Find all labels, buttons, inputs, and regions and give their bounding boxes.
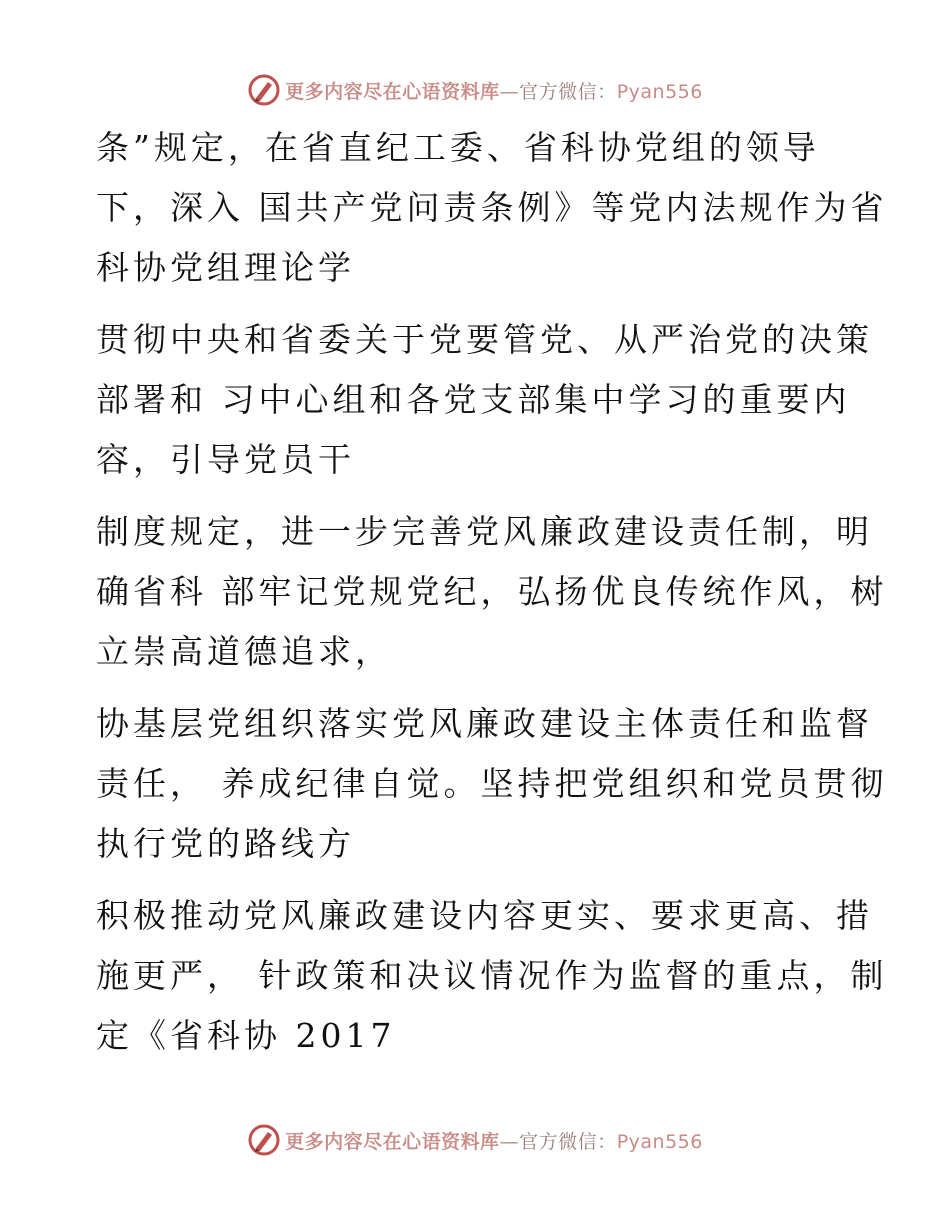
text-line: 积极推动党风廉政建设内容更实、要求更高、措	[96, 896, 873, 935]
wechat-account: Pyan556	[616, 1130, 703, 1153]
banner-dash: —	[499, 80, 520, 103]
site-name: 更多内容尽在心语资料库	[285, 80, 500, 103]
text-line: 定《省科协 2017	[96, 1016, 396, 1055]
text-line: 协基层党组织落实党风廉政建设主体责任和监督	[96, 704, 873, 743]
text-line: 施更严， 针政策和决议情况作为监督的重点，制	[96, 956, 888, 995]
wechat-label: 官方微信：	[519, 80, 617, 103]
text-line: 执行党的路线方	[96, 824, 355, 863]
pen-logo-icon	[247, 1123, 281, 1157]
paragraph-1	[96, 118, 888, 298]
paragraph-3	[96, 502, 888, 682]
text-line: 下，深入 国共产党问责条例》等党内法规作为省	[96, 188, 888, 227]
wechat-account: Pyan556	[616, 80, 703, 103]
text-line: 责任， 养成纪律自觉。坚持把党组织和党员贯彻	[96, 764, 888, 803]
footer-banner-text	[285, 1127, 703, 1154]
text-line: 科协党组理论学	[96, 248, 355, 287]
text-line: 部署和 习中心组和各党支部集中学习的重要内	[96, 380, 851, 419]
paragraph-4	[96, 694, 888, 874]
document-body	[96, 118, 888, 1078]
paragraph-2	[96, 310, 873, 490]
text-line: 确省科 部牢记党规党纪，弘扬优良传统作风，树	[96, 572, 888, 611]
header-banner	[0, 70, 950, 110]
pen-logo-icon	[247, 73, 281, 107]
text-line: 立崇高道德追求，	[96, 632, 392, 671]
wechat-label: 官方微信：	[519, 1130, 617, 1153]
text-line: 容，引导党员干	[96, 440, 355, 479]
text-line: 贯彻中央和省委关于党要管党、从严治党的决策	[96, 320, 873, 359]
text-line: 制度规定，进一步完善党风廉政建设责任制，明	[96, 512, 873, 551]
paragraph-5	[96, 886, 888, 1066]
header-banner-text	[285, 77, 703, 104]
text-line: 条”规定，在省直纪工委、省科协党组的领导	[96, 128, 820, 167]
banner-dash: —	[499, 1130, 520, 1153]
footer-banner	[0, 1120, 950, 1160]
site-name: 更多内容尽在心语资料库	[285, 1130, 500, 1153]
